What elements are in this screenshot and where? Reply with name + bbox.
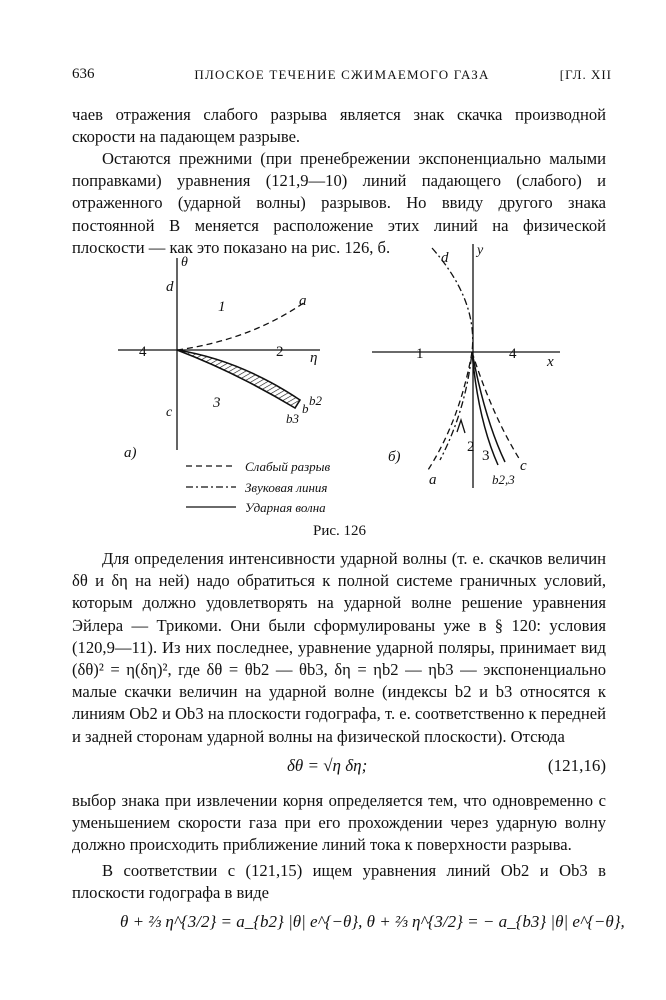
panel-b-y-label: y [477,243,484,258]
panel-a-label-c: c [166,405,173,420]
legend-label-sonic: Звуковая линия [245,480,328,495]
panel-a-tag: а) [124,445,137,461]
panel-b-label-a: a [429,472,437,488]
paragraph-1-text: чаев отражения слабого разрыва является знак скачка производной скорости на падающем разрыве. [72,105,606,147]
paragraph-2-text: Остаются прежними (при пренебрежении экспоненциально малыми поправками) уравнения (121,9—10) линий падающего (слабого) и отраженного (ударной волны) разрывов. Но ввиду другого знака постоянной B меняется расположение этих линий на физической плоскости — как это показано на рис. 126, б. [72,149,606,257]
panel-a-label-1: 1 [218,299,226,315]
paragraph-4-text: выбор знака при извлечении корня определяется тем, что одновременно с уменьшением скорости газа при его прохождении через ударную волну должно происходить приближение линий тока к поверхности разрыва. [72,791,606,855]
arrow-up-icon [457,420,465,433]
panel-b-label-4: 4 [509,346,517,362]
equation-121-16 [72,752,606,784]
equation-body: δθ = √η δη; [287,756,368,775]
panel-a-label-2: 2 [276,344,284,360]
equation-number: (121,16) [547,756,606,775]
panel-b-label-3: 3 [482,448,490,464]
panel-a-label-4: 4 [139,344,147,360]
page-number: 636 [72,66,95,82]
chapter-label: [ГЛ. XII [559,67,612,82]
panel-b-label-2: 2 [467,439,475,455]
shock-line-b3 [472,352,505,462]
sonic-line [432,248,473,460]
panel-a-label-a: a [299,293,307,309]
panel-a-label-d: d [166,279,174,295]
paragraph-5 [72,860,606,904]
panel-a-label-3: 3 [213,395,221,411]
paragraph-3 [72,548,606,748]
panel-b-x-label: x [547,354,554,370]
panel-a-theta-label: θ [181,255,188,270]
panel-b-label-1: 1 [416,346,424,362]
figure-caption: Рис. 126 [313,523,367,539]
legend-label-weak: Слабый разрыв [245,459,331,474]
panel-b-label-d: d [441,250,449,266]
panel-b-label-c: c [520,458,527,474]
paragraph-3-text: Для определения интенсивности ударной волны (т. е. скачков величин δθ и δη на ней) надо обратиться к полной системе граничных условий, которым должно удовлетворять на ударной волне решение уравнения Эйлера — Трикоми. Они были сформулированы уже в § 120: условия (120,9—11). Из них последнее, уравнение ударной поляры, принимает вид (δθ)² = η(δη)², где δθ = θb2 — θb3, δη = ηb2 — ηb3 — экспоненциально малые скачки величин на ударной волне (индексы b2 и b3 относятся к линиям Ob2 и Ob3 на плоскости годографа, т. е. соответственно к передней и задней сторонам ударной волны на физической плоскости). Отсюда [72,549,606,746]
panel-a [118,255,323,461]
panel-b-label-b23: b2,3 [492,472,515,487]
weak-line-b [428,352,472,470]
weak-discontinuity-curve [177,302,305,350]
paragraph-5-text: В соответствии с (121,15) ищем уравнения линий Ob2 и Ob3 в плоскости годографа в виде [72,861,606,903]
panel-a-label-b: b [302,401,309,416]
legend-label-shock: Ударная волна [245,500,326,515]
panel-a-eta-label: η [310,350,318,366]
running-title: ПЛОСКОЕ ТЕЧЕНИЕ СЖИМАЕМОГО ГАЗА [194,67,490,82]
panel-b [372,243,560,488]
figure-legend [186,459,330,515]
equation-lines-ob2-ob3: θ + ⅔ η^{3/2} = a_{b2} |θ| e^{−θ}, θ + ⅔ η^{3/2} = − a_{b3} |θ| e^{−θ}, [120,912,625,931]
panel-a-label-b3: b3 [286,411,299,426]
panel-b-tag: б) [388,449,401,465]
panel-a-label-b2: b2 [309,393,322,408]
paragraph-4 [72,790,606,857]
